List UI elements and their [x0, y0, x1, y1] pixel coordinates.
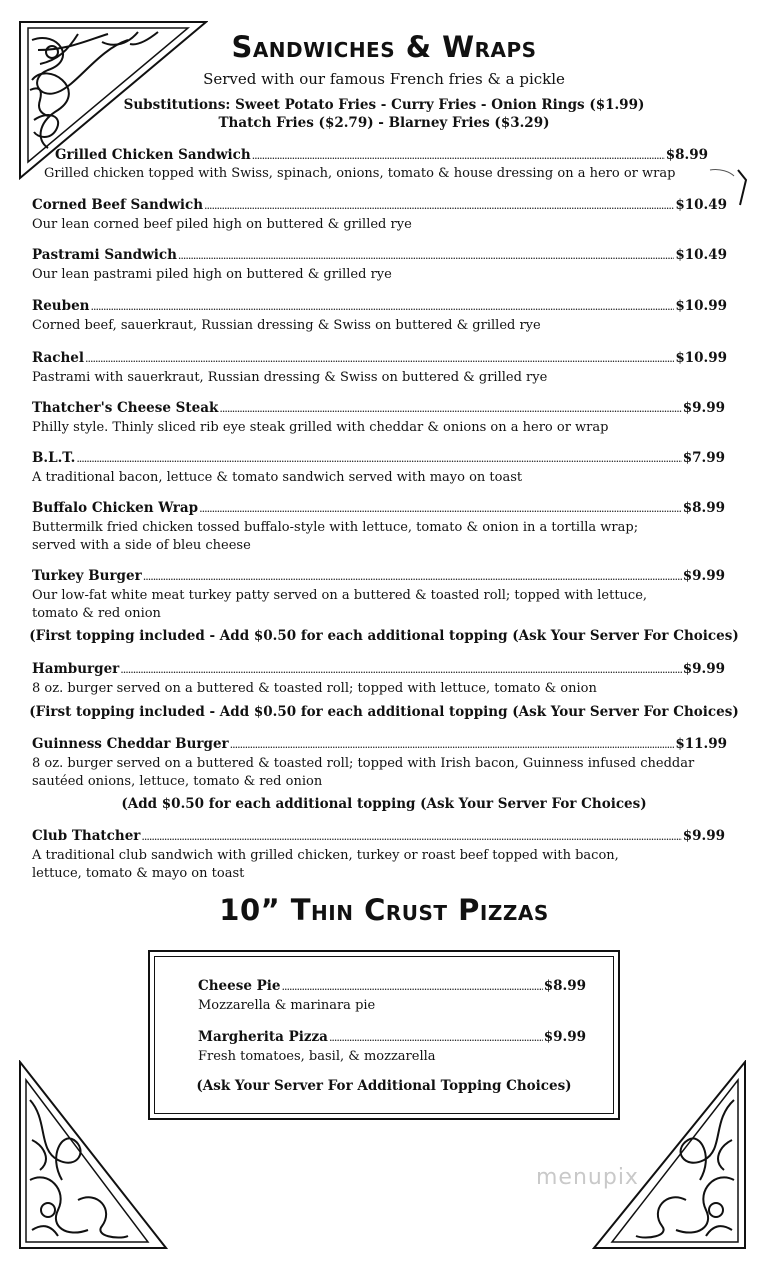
- dot-leader: [204, 199, 674, 212]
- item-description-line-2: lettuce, tomato & mayo on toast: [32, 866, 245, 881]
- item-price: $9.99: [543, 1029, 586, 1045]
- item-description-line-1: Buttermilk fried chicken tossed buffalo-style with lettuce, tomato & onion in a tortilla wrap;: [32, 520, 639, 535]
- watermark: menupix: [536, 1165, 639, 1190]
- item-description: Grilled chicken topped with Swiss, spinach, onions, tomato & house dressing on a hero or wrap: [44, 166, 676, 181]
- pizza-topping-note: (Ask Your Server For Additional Topping Choices): [196, 1078, 572, 1094]
- dot-leader: [90, 300, 674, 313]
- item-description: Corned beef, sauerkraut, Russian dressing & Swiss on buttered & grilled rye: [32, 318, 541, 333]
- item-description: A traditional bacon, lettuce & tomato sandwich served with mayo on toast: [32, 470, 523, 485]
- item-name: Turkey Burger: [32, 568, 142, 584]
- item-description: Pastrami with sauerkraut, Russian dressing & Swiss on buttered & grilled rye: [32, 370, 548, 385]
- menu-item-corned-beef: [32, 197, 727, 234]
- item-price: $9.99: [682, 568, 725, 584]
- item-name: Guinness Cheddar Burger: [32, 736, 229, 752]
- menu-item-pastrami: [32, 247, 727, 284]
- dot-leader: [76, 452, 681, 465]
- dot-leader: [219, 402, 681, 415]
- dot-leader: [85, 352, 674, 365]
- celtic-knot-bottom-left-ornament: [18, 1060, 168, 1250]
- item-name: Rachel: [32, 350, 85, 366]
- item-description: Philly style. Thinly sliced rib eye steak grilled with cheddar & onions on a hero or wrap: [32, 420, 609, 435]
- item-name: Grilled Chicken Sandwich: [55, 147, 251, 163]
- menu-item-rachel: [32, 350, 727, 387]
- item-price: $10.99: [675, 298, 727, 314]
- item-description: Mozzarella & marinara pie: [198, 998, 376, 1013]
- menu-item-blt: [32, 450, 725, 487]
- section-title-sandwiches: Sandwiches & Wraps: [231, 30, 537, 64]
- menu-item-buffalo-chicken-wrap: [32, 500, 725, 555]
- item-name: Cheese Pie: [198, 978, 281, 994]
- substitutions-line-1: Substitutions: Sweet Potato Fries - Curry Fries - Onion Rings ($1.99): [123, 97, 645, 113]
- topping-note: (Add $0.50 for each additional topping (Ask Your Server For Choices): [121, 796, 647, 812]
- item-price: $8.99: [543, 978, 586, 994]
- item-name: B.L.T.: [32, 450, 76, 466]
- dot-leader: [329, 1031, 543, 1044]
- dot-leader: [282, 980, 543, 993]
- item-name: Margherita Pizza: [198, 1029, 328, 1045]
- item-name: Buffalo Chicken Wrap: [32, 500, 199, 516]
- item-name: Pastrami Sandwich: [32, 247, 177, 263]
- menu-item-turkey-burger: [32, 568, 725, 623]
- item-description-line-2: served with a side of bleu cheese: [32, 538, 251, 553]
- item-description-line-1: Our low-fat white meat turkey patty served on a buttered & toasted roll; topped with lettuce,: [32, 588, 648, 603]
- item-description: 8 oz. burger served on a buttered & toasted roll; topped with lettuce, tomato & onion: [32, 681, 597, 696]
- dot-leader: [141, 830, 681, 843]
- dot-leader: [199, 502, 682, 515]
- item-price: $11.99: [675, 736, 727, 752]
- section-title-pizzas: 10” Thin Crust Pizzas: [219, 893, 549, 927]
- dot-leader: [230, 738, 675, 751]
- item-name: Club Thatcher: [32, 828, 141, 844]
- menu-item-hamburger: [32, 661, 725, 698]
- item-price: $10.49: [675, 247, 727, 263]
- item-price: $10.99: [675, 350, 727, 366]
- dot-leader: [178, 249, 674, 262]
- menu-item-guinness-cheddar-burger: [32, 736, 727, 791]
- section-subtitle: Served with our famous French fries & a pickle: [203, 70, 565, 88]
- topping-note: (First topping included - Add $0.50 for each additional topping (Ask Your Server For Choices): [29, 704, 739, 720]
- menu-item-cheese-pie: [198, 978, 586, 1015]
- item-description: Our lean corned beef piled high on buttered & grilled rye: [32, 217, 412, 232]
- dot-leader: [252, 149, 665, 162]
- menu-item-cheese-steak: [32, 400, 725, 437]
- item-description-line-2: sautéed onions, lettuce, tomato & red onion: [32, 774, 323, 789]
- substitutions-line-2: Thatch Fries ($2.79) - Blarney Fries ($3.29): [218, 115, 550, 131]
- item-price: $9.99: [682, 661, 725, 677]
- item-name: Corned Beef Sandwich: [32, 197, 204, 213]
- dot-leader: [120, 663, 681, 676]
- item-name: Thatcher's Cheese Steak: [32, 400, 219, 416]
- item-price: $9.99: [682, 400, 725, 416]
- menu-item-grilled-chicken: [55, 147, 708, 166]
- item-description-line-2: tomato & red onion: [32, 606, 161, 621]
- item-name: Reuben: [32, 298, 90, 314]
- menu-item-margherita-pizza: [198, 1029, 586, 1066]
- item-description-line-1: 8 oz. burger served on a buttered & toasted roll; topped with Irish bacon, Guinness infused cheddar: [32, 756, 695, 771]
- item-description-line-1: A traditional club sandwich with grilled chicken, turkey or roast beef topped with bacon,: [32, 848, 619, 863]
- item-price: $9.99: [682, 828, 725, 844]
- item-price: $7.99: [682, 450, 725, 466]
- pizza-menu-box: [148, 950, 620, 1120]
- menu-item-club-thatcher: [32, 828, 725, 883]
- item-price: $8.99: [665, 147, 708, 163]
- item-price: $10.49: [675, 197, 727, 213]
- dot-leader: [143, 570, 682, 583]
- menu-item-reuben: [32, 298, 727, 335]
- item-name: Hamburger: [32, 661, 120, 677]
- topping-note: (First topping included - Add $0.50 for each additional topping (Ask Your Server For Choices): [29, 628, 739, 644]
- item-description: Fresh tomatoes, basil, & mozzarella: [198, 1049, 436, 1064]
- item-price: $8.99: [682, 500, 725, 516]
- item-description: Our lean pastrami piled high on buttered & grilled rye: [32, 267, 392, 282]
